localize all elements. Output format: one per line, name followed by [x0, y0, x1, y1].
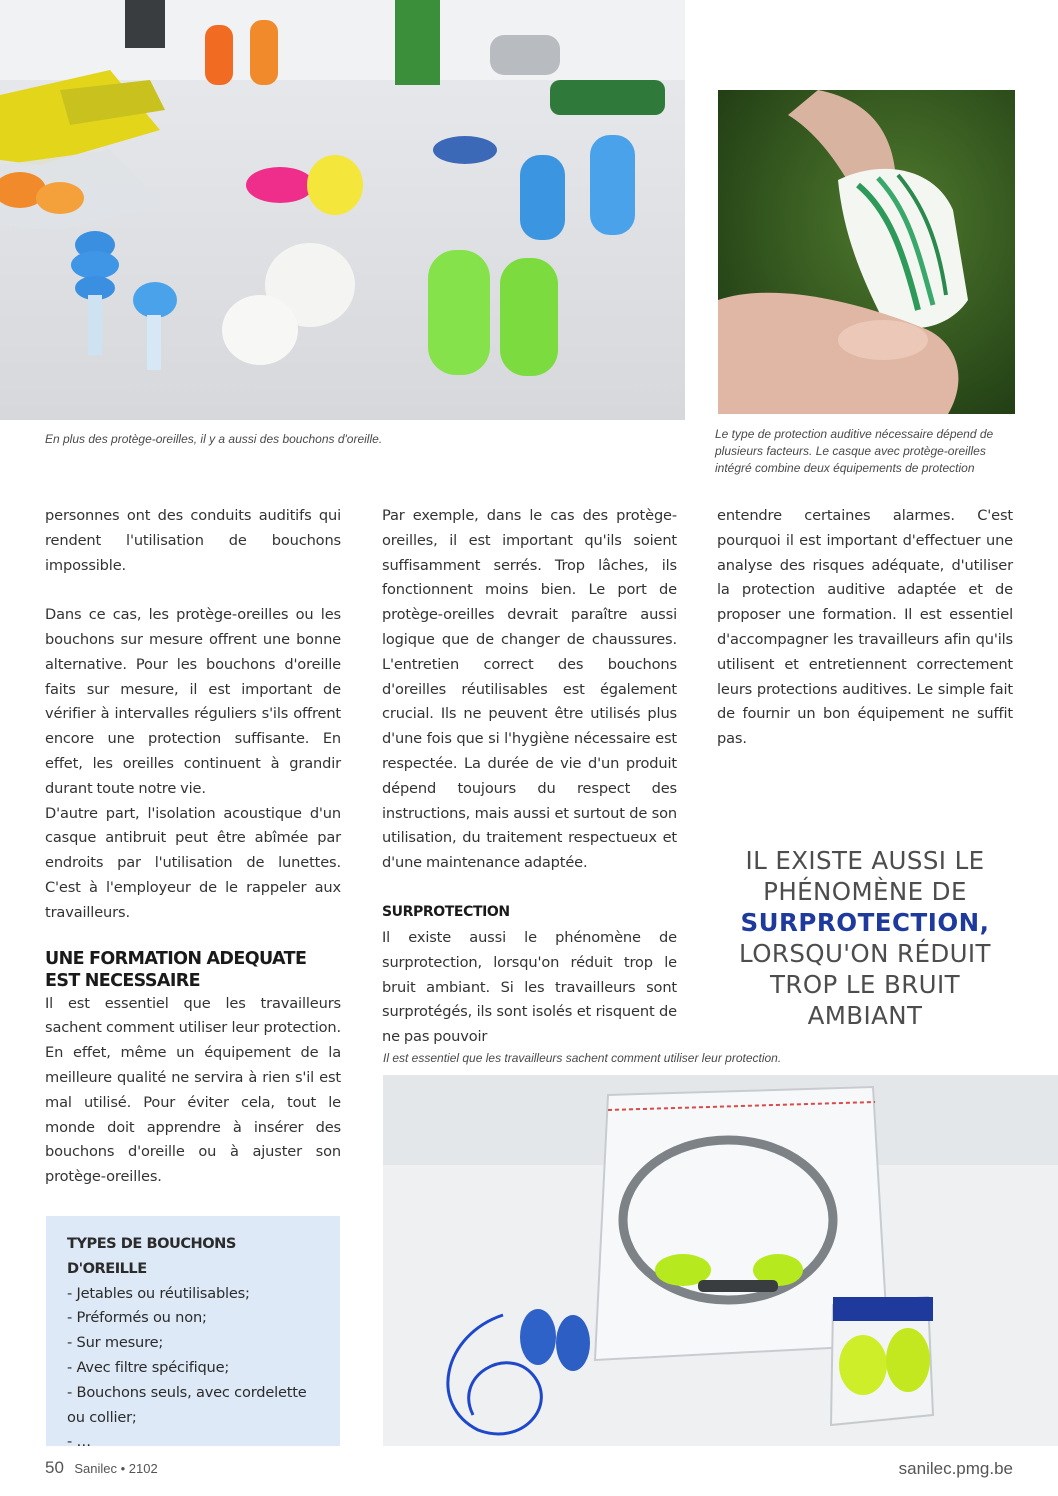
body-paragraph: Dans ce cas, les protège-oreilles ou les bouchons sur mesure offrent une bonne alternative. Pour les bouchons d'oreille faits sur mesure, il est important de vérifier à intervalles réguliers s'ils offrent encore une protection suffisante. En effet, les oreilles continuent à grandir durant toute notre vie. [45, 606, 341, 797]
body-paragraph: Par exemple, dans le cas des protège-oreilles, il est important qu'ils soient suffisamment serrés. Trop lâches, ils fonctionnent moins bien. Le port de protège-oreilles devrait paraître aussi logique que de changer de chaussures. L'entretien correct des bouchons d'oreilles réutilisables est également crucial. Ils ne peuvent être utilisés plus d'une fois que si l'hygiène nécessaire est respectée. La durée de vie d'un produit dépend toujours du respect des instructions, mais aussi et surtout de son utilisation, du traitement respectueux et d'une maintenance adaptée. [382, 507, 677, 872]
body-paragraph: Il est essentiel que les travailleurs sachent comment utiliser leur protection. En effet, même un équipement de la meilleure qualité ne servira à rien s'il est mal utilisé. Pour éviter cela, tout le monde doit apprendre à insérer des bouchons d'oreille ou à ajuster son protège-oreilles. [45, 994, 341, 1186]
packaged-earplugs-photo [383, 1075, 1058, 1446]
page-footer-left [45, 1458, 158, 1480]
list-item: - Jetables ou réutilisables; [67, 1284, 250, 1302]
list-item: - Avec filtre spécifique; [67, 1358, 230, 1376]
photo-caption-top-right: Le type de protection auditive nécessaire dépend de plusieurs facteurs. Le casque avec protège-oreilles intégré combine deux équipements de protection [715, 427, 994, 475]
pull-quote-line: LORSQU'ON RÉDUIT [739, 939, 991, 968]
list-item: - Sur mesure; [67, 1334, 164, 1352]
article-column-1 [45, 504, 341, 1190]
earplugs-assortment-photo [0, 0, 685, 420]
pull-quote-line: PHÉNOMÈNE DE [763, 877, 967, 906]
foam-earplug-fingers-photo [718, 90, 1015, 414]
list-item: - … [67, 1433, 91, 1451]
pull-quote-line: TROP LE BRUIT AMBIANT [770, 970, 960, 1030]
body-paragraph: entendre certaines alarmes. C'est pourquoi il est important d'effectuer une analyse des risques adéquate, d'utiliser la protection auditive adaptée et de proposer une formation. Il est essentiel d'accompagner les travailleurs afin qu'ils utilisent et entretiennent correctement leurs protections auditives. Le simple fait de fournir un bon équipement ne suffit pas. [717, 507, 1013, 748]
article-column-2 [382, 504, 677, 1050]
pull-quote-line: IL EXISTE AUSSI LE [745, 846, 985, 875]
pull-quote-emphasis: SURPROTECTION, [740, 908, 990, 937]
website-link[interactable]: sanilec.pmg.be [898, 1459, 1013, 1478]
body-paragraph: D'autre part, l'isolation acoustique d'un casque antibruit peut être abîmée par endroits par l'utilisation de lunettes. C'est à l'employeur de le rappeler aux travailleurs. [45, 804, 341, 921]
photo-caption-bottom: Il est essentiel que les travailleurs sachent comment utiliser leur protection. [383, 1051, 782, 1065]
article-column-3 [717, 504, 1013, 752]
page-number: 50 [45, 1458, 64, 1477]
magazine-issue: Sanilec • 2102 [74, 1461, 158, 1476]
list-item: - Préformés ou non; [67, 1309, 207, 1327]
list-item: - Bouchons seuls, avec cordelette ou collier; [67, 1383, 307, 1426]
earplug-types-box [46, 1216, 340, 1451]
section-heading: UNE FORMATION ADEQUATE EST NECESSAIRE [45, 948, 307, 991]
pull-quote [715, 845, 1015, 1031]
earplug-types-list [67, 1282, 320, 1456]
body-paragraph: personnes ont des conduits auditifs qui rendent l'utilisation de bouchons impossible. [45, 507, 341, 574]
body-paragraph: Il existe aussi le phénomène de surprotection, lorsqu'on réduit trop le bruit ambiant. Si les travailleurs sont surprotégés, ils sont isolés et risquent de ne pas pouvoir [382, 928, 677, 1046]
subsection-heading: SURPROTECTION [382, 903, 510, 920]
box-title: TYPES DE BOUCHONS D'OREILLE [67, 1235, 236, 1277]
photo-caption-top-left: En plus des protège-oreilles, il y a aussi des bouchons d'oreille. [45, 432, 383, 446]
